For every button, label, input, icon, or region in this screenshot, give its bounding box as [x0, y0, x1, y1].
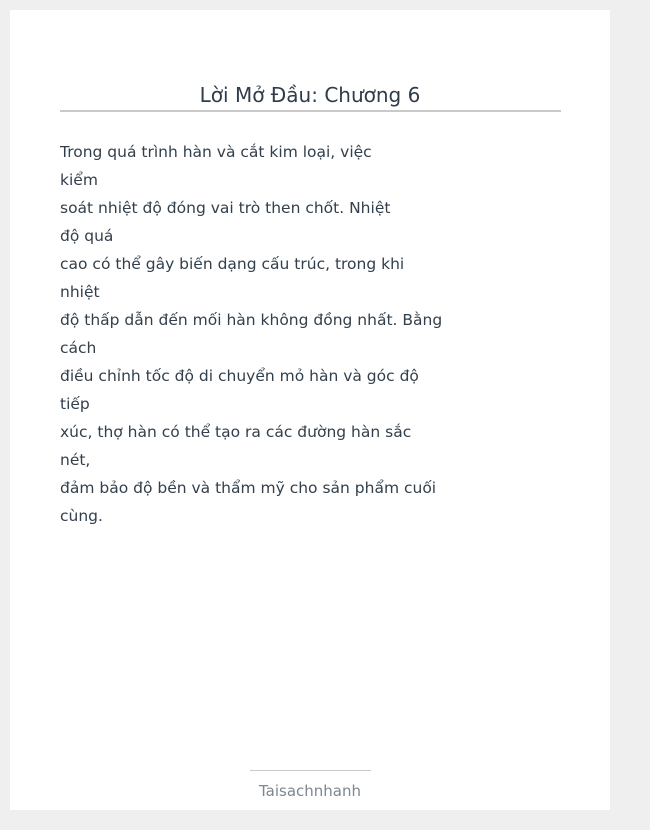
footer-text: Taisachnhanh	[258, 782, 362, 800]
body-line: điều chỉnh tốc độ di chuyển mỏ hàn và góc độ	[60, 367, 419, 385]
body-line: cách	[60, 339, 97, 357]
body-line: tiếp	[60, 395, 90, 413]
page-title: Lời Mở Đầu: Chương 6	[199, 83, 421, 107]
footer-divider	[250, 770, 371, 771]
body-line: đảm bảo độ bền và thẩm mỹ cho sản phẩm cuối	[60, 479, 437, 497]
body-line: độ quá	[60, 227, 114, 245]
title-divider	[60, 110, 561, 112]
body-line: độ thấp dẫn đến mối hàn không đồng nhất. Bằng	[60, 311, 443, 329]
body-line: soát nhiệt độ đóng vai trò then chốt. Nhiệt	[60, 199, 391, 217]
body-line: nét,	[60, 451, 91, 469]
document-page	[10, 10, 610, 810]
body-line: nhiệt	[60, 283, 100, 301]
body-text	[60, 138, 443, 530]
body-line: xúc, thợ hàn có thể tạo ra các đường hàn sắc	[60, 423, 412, 441]
body-line: Trong quá trình hàn và cắt kim loại, việc	[60, 143, 372, 161]
body-line: cao có thể gây biến dạng cấu trúc, trong khi	[60, 255, 405, 273]
body-line: cùng.	[60, 507, 103, 525]
body-line: kiểm	[60, 171, 98, 189]
